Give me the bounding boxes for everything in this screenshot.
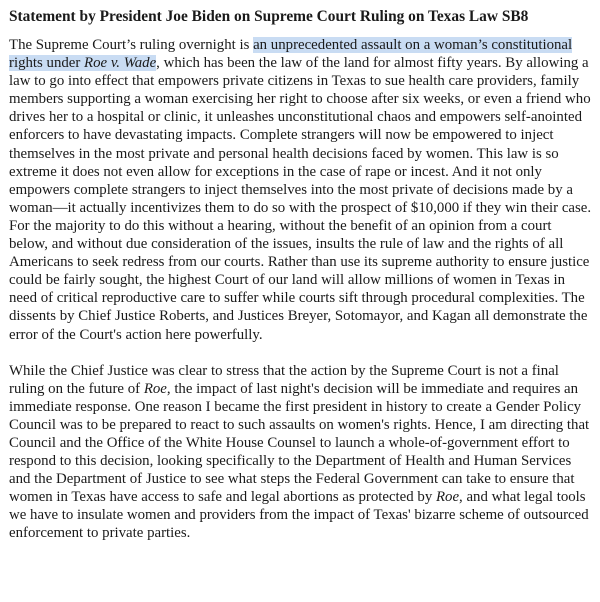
paragraph-ruling (9, 36, 593, 344)
paragraph-response (9, 362, 593, 543)
highlight-text: an unprecedented assault on a woman’s constitutional rights under (9, 37, 573, 72)
paragraph-response-part2: , the impact of last night's decision will be immediate and requires an immediate response. One reason I became the first president in history to create a Gender Policy Council was to be prepared to react to such assaults on women's rights. Hence, I am directing that Council and the Office of the White House Counsel to launch a whole-of-government effort to respond to this decision, looking specifically to the Department of Health and Human Services and the Department of Justice to see what steps the Federal Government can take to ensure that women in Texas have access to safe and legal abortions as protected by (9, 380, 590, 506)
paragraph-response-part3: , and what legal tools we have to insulate women and providers from the impact of Texas' bizarre scheme of outsourced enforcement to private parties. (9, 489, 589, 542)
paragraph-ruling-body: , which has been the law of the land for almost fifty years. By allowing a law to go into effect that empowers private citizens in Texas to sue health care providers, family members supporting a woman exercising her right to choose after six weeks, or even a friend who drives her to a hospital or clinic, it unleashes unconstitutional chaos and empowers self-anointed enforcers to have devastating impacts. Complete strangers will now be empowered to inject themselves in the most private and personal health decisions faced by women. This law is so extreme it does not even allow for exceptions in the case of rape or incest. And it not only empowers complete strangers to inject themselves into the most private of decisions made by a woman—it actually incentivizes them to do so with the prospect of $10,000 if they win their case. For the majority to do this without a hearing, without the benefit of an opinion from a court below, and without due consideration of the issues, insults the rule of law and the rights of all Americans to seek redress from our courts. Rather than use its supreme authority to ensure justice could be fairly sought, the highest Court of our land will allow millions of women in Texas in need of critical reproductive care to suffer while courts sift through procedural complexities. The dissents by Chief Justice Roberts, and Justices Breyer, Sotomayor, and Kagan all demonstrate the error of the Court's action here powerfully. (9, 55, 592, 343)
statement-document (9, 7, 593, 543)
case-name-roe-v-wade: Roe v. Wade (84, 55, 157, 72)
document-title: Statement by President Joe Biden on Supreme Court Ruling on Texas Law SB8 (9, 8, 529, 25)
case-name-roe: Roe (143, 380, 167, 397)
paragraph-response-part1: While the Chief Justice was clear to stress that the action by the Supreme Court is not a final ruling on the future of (9, 362, 559, 397)
paragraph-ruling-lead: The Supreme Court’s ruling overnight is (9, 37, 254, 53)
case-name-roe-second: Roe (435, 489, 460, 506)
